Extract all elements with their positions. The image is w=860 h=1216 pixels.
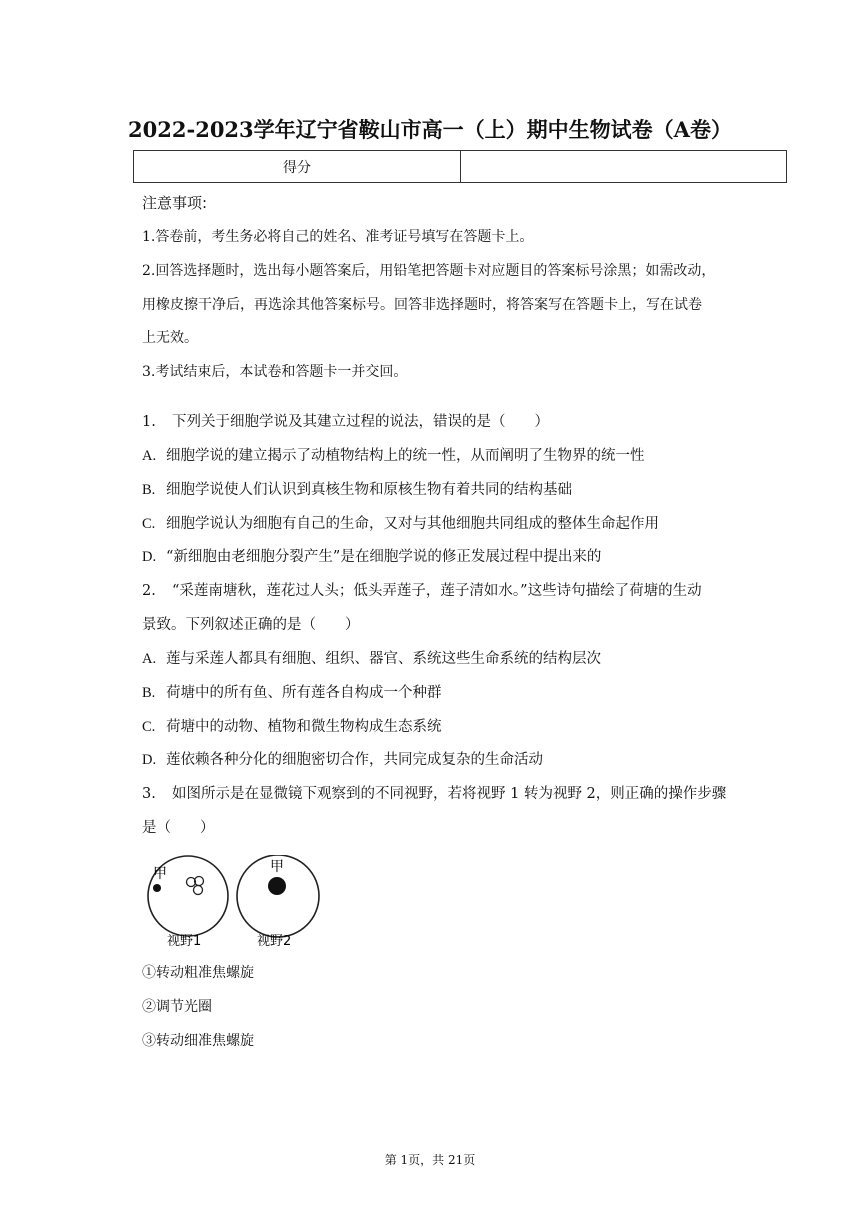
- question-2-stem-cont: 景致。下列叙述正确的是（ ）: [142, 617, 360, 633]
- question-1-option-c: C. 细胞学说认为细胞有自己的生命，又对与其他细胞共同组成的整体生命起作用: [142, 516, 659, 532]
- step-item: ②调节光圈: [142, 999, 212, 1015]
- notice-heading: 注意事项:: [142, 194, 208, 212]
- notice-line: 上无效。: [142, 330, 198, 346]
- notice-line: 用橡皮擦干净后，再选涂其他答案标号。回答非选择题时，将答案写在答题卡上，写在试卷: [142, 297, 702, 313]
- question-2-option-c: C. 荷塘中的动物、植物和微生物构成生态系统: [142, 719, 442, 735]
- page-title: 2022-2023学年辽宁省鞍山市高一（上）期中生物试卷（A卷）: [128, 117, 732, 142]
- question-2-option-b: B. 荷塘中的所有鱼、所有莲各自构成一个种群: [142, 685, 442, 701]
- question-2-option-d: D. 莲依赖各种分化的细胞密切合作，共同完成复杂的生命活动: [142, 752, 543, 768]
- question-3-stem: 3. 如图所示是在显微镜下观察到的不同视野，若将视野 1 转为视野 2，则正确的操作步骤: [142, 786, 727, 802]
- question-1-option-a: A. 细胞学说的建立揭示了动植物结构上的统一性，从而阐明了生物界的统一性: [142, 448, 645, 464]
- question-1-option-d: D. “新细胞由老细胞分裂产生”是在细胞学说的修正发展过程中提出来的: [142, 549, 602, 565]
- step-item: ①转动粗准焦螺旋: [142, 965, 254, 981]
- notice-line: 3.考试结束后，本试卷和答题卡一并交回。: [142, 364, 408, 380]
- microscope-fields-figure: [140, 855, 330, 955]
- question-1-stem: 1. 下列关于细胞学说及其建立过程的说法，错误的是（ ）: [142, 414, 549, 430]
- question-number: 2.: [142, 583, 156, 599]
- question-2-option-a: A. 莲与采莲人都具有细胞、组织、器官、系统这些生命系统的结构层次: [142, 651, 601, 667]
- cell-ring: [194, 886, 203, 895]
- field-1: [148, 856, 228, 936]
- field-1-label: 甲: [153, 866, 167, 882]
- field-2: [237, 855, 319, 937]
- notice-line: 1.答卷前，考生务必将自己的姓名、准考证号填写在答题卡上。: [142, 229, 534, 245]
- question-number: 1.: [142, 414, 156, 430]
- question-1-option-b: B. 细胞学说使人们认识到真核生物和原核生物有着共同的结构基础: [142, 482, 572, 498]
- field-2-caption: 视野2: [257, 934, 292, 949]
- question-3-stem-cont: 是（ ）: [142, 820, 215, 836]
- cell-a-small: [153, 884, 161, 892]
- field-1-caption: 视野1: [167, 934, 202, 949]
- page-footer: 第 1页，共 21页: [384, 1153, 476, 1167]
- score-value: [461, 151, 786, 182]
- question-number: 3.: [142, 786, 156, 802]
- score-label: 得分: [134, 151, 461, 182]
- field-2-label: 甲: [270, 859, 284, 875]
- question-2-stem: 2. “采莲南塘秋，莲花过人头；低头弄莲子，莲子清如水。”这些诗句描绘了荷塘的生动: [142, 583, 702, 599]
- cell-a-large: [268, 877, 286, 895]
- notice-line: 2.回答选择题时，选出每小题答案后，用铅笔把答题卡对应题目的答案标号涂黑；如需改动，: [142, 263, 716, 279]
- score-table: [133, 150, 787, 183]
- step-item: ③转动细准焦螺旋: [142, 1033, 254, 1049]
